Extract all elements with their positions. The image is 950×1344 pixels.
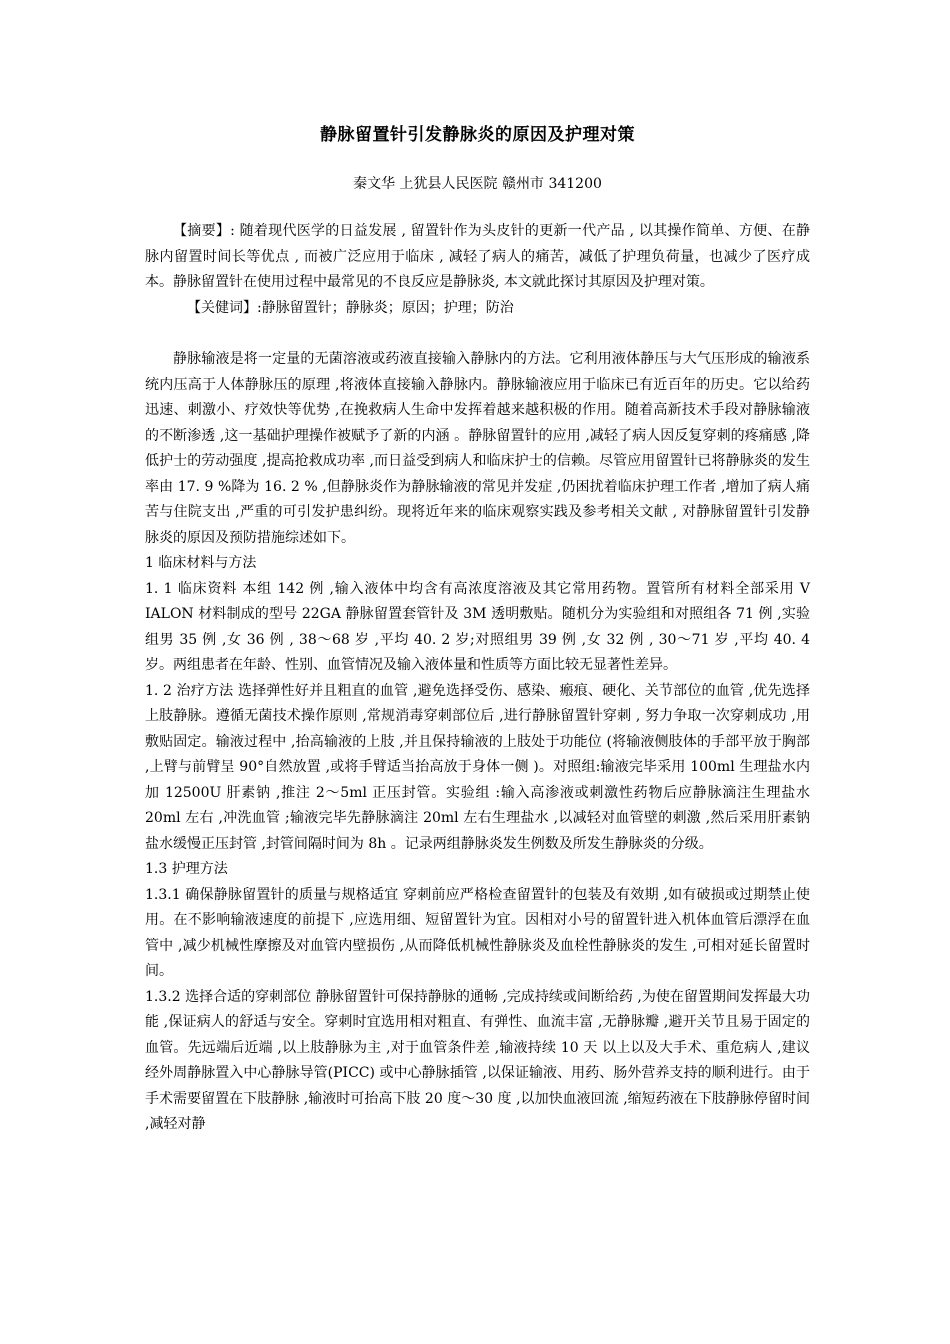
subsection-1-1-paragraph: 1. 1 临床资料 本组 142 例 ,输入液体中均含有高浓度溶液及其它常用药物。置管所有材料全部采用 V IALON 材料制成的型号 22GA 静脉留置套管针及 3M 透明敷贴。随机分为实验组和对照组各 71 例 ,实验组男 35 例 ,女 36 例 , 38～68 岁 ,平均 40. 2 岁;对照组男 39 例 ,女 32 例 , 30～71 岁 ,平均 40. 4 岁。两组患者在年龄、性别、血管情况及输入液体量和性质等方面比较无显著性差异。 [145,580,810,673]
subsection-1-3-2-paragraph: 1.3.2 选择合适的穿刺部位 静脉留置针可保持静脉的通畅 ,完成持续或间断给药 ,为使在留置期间发挥最大功能 ,保证病人的舒适与安全。穿刺时宜选用相对粗直、有弹性、血流丰富 ,无静脉瓣 ,避开关节且易于固定的血管。先远端后近端 ,以上肢静脉为主 ,对于血管条件差 ,输液持续 10 天 以上以及大手术、重危病人 ,建议经外周静脉置入中心静脉导管(PICC) 或中心静脉插管 ,以保证输液、用药、肠外营养支持的顺利进行。由于手术需要留置在下肢静脉 ,输液时可抬高下肢 20 度～30 度 ,以加快血液回流 ,缩短药液在下肢静脉停留时间 ,减轻对静 [145,988,810,1132]
paper-title: 静脉留置针引发静脉炎的原因及护理对策 [320,125,635,145]
subsection-1-3-1-paragraph: 1.3.1 确保静脉留置针的质量与规格适宜 穿刺前应严格检查留置针的包装及有效期 ,如有破损或过期禁止使用。在不影响输液速度的前提下 ,应选用细、短留置针为宜。因相对小号的留置针进入机体血管后漂浮在血管中 ,减少机械性摩擦及对血管内壁损伤 ,从而降低机械性静脉炎及血栓性静脉炎的发生 ,可相对延长留置时间。 [145,886,810,979]
document-page [145,120,810,1138]
keywords-paragraph: 【关健词】:静脉留置针；静脉炎；原因；护理；防治 [187,299,514,316]
section-gap [145,321,810,347]
subsection-1-2-paragraph: 1. 2 治疗方法 选择弹性好并且粗直的血管 ,避免选择受伤、感染、瘢痕、硬化、关节部位的血管 ,优先选择上肢静脉。遵循无菌技术操作原则 ,常规消毒穿刺部位后 ,进行静脉留置针穿刺 , 努力争取一次穿刺成功 ,用敷贴固定。输液过程中 ,抬高输液的上肢 ,并且保持输液的上肢处于功能位 (将输液侧肢体的手部平放于胸部 ,上臂与前臂呈 90°自然放置 ,或将手臂适当抬高放于身体一侧 )。对照组:输液完毕采用 100ml 生理盐水内加 12500U 肝素钠 ,推注 2～5ml 正压封管。实验组 :输入高渗液或刺激性药物后应静脉滴注生理盐水 20ml 左右 ,冲洗血管 ;输液完毕先静脉滴注 20ml 左右生理盐水 ,以减轻对血管壁的刺激 ,然后采用肝素钠盐水缓慢正压封管 ,封管间隔时间为 8h 。记录两组静脉炎发生例数及所发生静脉炎的分级。 [145,682,810,852]
author-affiliation: 秦文华 上犹县人民医院 赣州市 341200 [353,176,602,192]
abstract-paragraph: 【摘要】: 随着现代医学的日益发展 , 留置针作为头皮针的更新一代产品 , 以其操作简单、方便、在静脉内留置时间长等优点 , 而被广泛应用于临床 , 减轻了病人的痛苦，减低了护理负荷量，也减少了医疗成本。静脉留置针在使用过程中最常见的不良反应是静脉炎, 本文就此探讨其原因及护理对策。 [145,223,810,290]
subsection-heading-1-3: 1.3 护理方法 [145,861,228,877]
intro-paragraph: 静脉输液是将一定量的无菌溶液或药液直接输入静脉内的方法。它利用液体静压与大气压形成的输液系统内压高于人体静脉压的原理 ,将液体直接输入静脉内。静脉输液应用于临床已有近百年的历史。它以给药迅速、刺激小、疗效快等优势 ,在挽救病人生命中发挥着越来越积极的作用。随着高新技术手段对静脉输液的不断渗透 ,这一基础护理操作被赋予了新的内涵 。静脉留置针的应用 ,减轻了病人因反复穿刺的疼痛感 ,降低护士的劳动强度 ,提高抢救成功率 ,而日益受到病人和临床护士的信赖。尽管应用留置针已将静脉炎的发生率由 17. 9 %降为 16. 2 % ,但静脉炎作为静脉输液的常见并发症 ,仍困扰着临床护理工作者 ,增加了病人痛苦与住院支出 ,严重的可引发护患纠纷。现将近年来的临床观察实践及参考相关文献 , 对静脉留置针引发静脉炎的原因及预防措施综述如下。 [145,351,810,546]
section-heading-1: 1 临床材料与方法 [145,555,257,571]
